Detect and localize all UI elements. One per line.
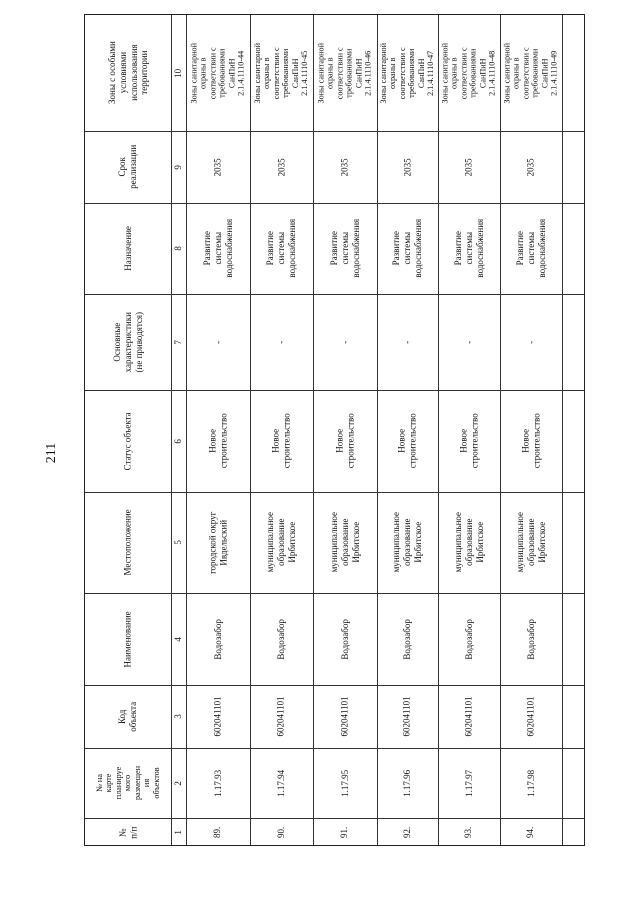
cell-status-text: Новое строительство: [520, 413, 541, 469]
cell-status-text: Новое строительство: [334, 413, 355, 469]
cell-status: [500, 390, 562, 492]
cell-location: [186, 492, 250, 593]
cell-characteristics: [313, 294, 377, 390]
cell-map-no: [500, 748, 562, 818]
header-cell-col1-text: № п/п: [117, 826, 138, 839]
header-cell-col3-text: Код объекта: [117, 701, 138, 732]
cell-name-text: Водозабор: [402, 618, 413, 660]
cell-name: [313, 593, 377, 685]
header-cell-col10: [85, 15, 171, 131]
cell-purpose: [313, 203, 377, 294]
header-cell-col7: [85, 294, 171, 390]
cell-code-text: 602041101: [525, 696, 536, 737]
header-cell-col2: [85, 748, 171, 818]
table-row-divider: [562, 15, 563, 845]
column-number-cell: [171, 818, 186, 847]
cell-zones-text: Зоны санитарной охраны в соответствии с требованиями СанПиН 2.1.4.1110-45: [253, 42, 310, 104]
column-number-cell: [171, 203, 186, 294]
column-number-cell-text: 9: [173, 164, 184, 170]
cell-num: [438, 818, 500, 847]
cell-code: [250, 685, 313, 748]
cell-name: [438, 593, 500, 685]
cell-location: [500, 492, 562, 593]
cell-num-text: 92.: [402, 826, 413, 839]
cell-status: [313, 390, 377, 492]
cell-map-no: [377, 748, 438, 818]
cell-purpose-text: Развитие системы водоснабжения: [391, 219, 423, 278]
cell-location-text: городской округ Ивдельский: [207, 511, 228, 574]
cell-name-text: Водозабор: [463, 618, 474, 660]
cell-zones: [377, 15, 438, 131]
cell-zones: [313, 15, 377, 131]
header-cell-col9-text: Срок реализации: [117, 145, 138, 189]
cell-map-no-text: 1.17.96: [402, 769, 413, 797]
cell-zones-text: Зоны санитарной охраны в соответствии с требованиями СанПиН 2.1.4.1110-44: [189, 42, 246, 104]
cell-characteristics-text: -: [276, 340, 287, 344]
cell-map-no: [438, 748, 500, 818]
header-cell-col8: [85, 203, 171, 294]
header-cell-col7-text: Основные характеристики (не приводятся): [111, 311, 144, 373]
column-number-cell: [171, 492, 186, 593]
cell-name-text: Водозабор: [525, 618, 536, 660]
column-number-cell-text: 3: [173, 714, 184, 719]
cell-num: [313, 818, 377, 847]
header-cell-col3: [85, 685, 171, 748]
cell-characteristics: [438, 294, 500, 390]
cell-characteristics: [500, 294, 562, 390]
cell-purpose-text: Развитие системы водоснабжения: [452, 219, 485, 278]
cell-map-no-text: 1.17.95: [339, 769, 350, 797]
cell-name: [250, 593, 313, 685]
cell-code-text: 602041101: [212, 696, 223, 737]
cell-location: [250, 492, 313, 593]
page-number: [39, 441, 65, 465]
cell-map-no: [250, 748, 313, 818]
cell-zones: [438, 15, 500, 131]
cell-name-text: Водозабор: [339, 618, 350, 660]
cell-name: [186, 593, 250, 685]
column-number-cell-text: 2: [173, 780, 184, 786]
cell-zones: [186, 15, 250, 131]
cell-term: [500, 131, 562, 203]
header-cell-col6-text: Статус объекта: [122, 411, 133, 471]
cell-num-text: 94.: [525, 826, 536, 839]
cell-location: [377, 492, 438, 593]
cell-purpose: [438, 203, 500, 294]
column-number-cell-text: 5: [173, 540, 184, 545]
cell-term-text: 2035: [276, 157, 287, 176]
cell-name-text: Водозабор: [212, 618, 223, 660]
column-number-cell-text: 6: [173, 438, 184, 444]
cell-location: [438, 492, 500, 593]
cell-code-text: 602041101: [339, 696, 350, 737]
cell-status: [438, 390, 500, 492]
header-cell-col4: [85, 593, 171, 685]
column-number-cell: [171, 390, 186, 492]
cell-characteristics: [186, 294, 250, 390]
cell-map-no: [186, 748, 250, 818]
header-cell-col9: [85, 131, 171, 203]
column-number-cell: [171, 593, 186, 685]
cell-purpose: [500, 203, 562, 294]
cell-status: [377, 390, 438, 492]
cell-purpose: [186, 203, 250, 294]
cell-code: [313, 685, 377, 748]
column-number-cell-text: 8: [173, 246, 184, 251]
cell-name: [500, 593, 562, 685]
cell-zones-text: Зоны санитарной охраны в соответствии с требованиями СанПиН 2.1.4.1110-47: [379, 42, 436, 104]
column-number-cell-text: 1: [173, 830, 184, 835]
column-number-cell-text: 7: [173, 339, 184, 345]
cell-map-no: [313, 748, 377, 818]
cell-term-text: 2035: [463, 157, 474, 176]
cell-location: [313, 492, 377, 593]
column-number-cell: [171, 685, 186, 748]
header-cell-col10-text: Зоны с особыми условиями использования территории: [106, 41, 149, 105]
cell-code: [377, 685, 438, 748]
cell-term-text: 2035: [402, 157, 413, 176]
column-number-cell: [171, 131, 186, 203]
cell-zones-text: Зоны санитарной охраны в соответствии с требованиями СанПиН 2.1.4.1110-49: [502, 42, 559, 104]
object-table: [84, 14, 585, 846]
cell-location-text: муниципальное образование Ирбитское: [452, 512, 485, 573]
cell-map-no-text: 1.17.98: [525, 769, 536, 797]
cell-term-text: 2035: [525, 157, 536, 176]
column-number-cell-text: 10: [173, 68, 184, 78]
cell-status-text: Новое строительство: [207, 413, 228, 469]
cell-term: [250, 131, 313, 203]
cell-term: [438, 131, 500, 203]
cell-code: [186, 685, 250, 748]
cell-purpose-text: Развитие системы водоснабжения: [265, 219, 297, 278]
cell-map-no-text: 1.17.93: [212, 769, 223, 797]
cell-num-text: 91.: [339, 826, 350, 839]
cell-purpose-text: Развитие системы водоснабжения: [201, 219, 234, 278]
cell-zones: [500, 15, 562, 131]
column-number-cell: [171, 748, 186, 818]
cell-location-text: муниципальное образование Ирбитское: [391, 512, 423, 573]
page-number-text: 211: [43, 442, 59, 464]
cell-status-text: Новое строительство: [458, 413, 479, 469]
header-cell-col8-text: Назначение: [122, 226, 133, 271]
cell-location-text: муниципальное образование Ирбитское: [265, 512, 297, 573]
cell-purpose: [377, 203, 438, 294]
cell-term-text: 2035: [212, 157, 223, 176]
cell-characteristics-text: -: [463, 340, 474, 344]
column-number-cell: [171, 294, 186, 390]
cell-name: [377, 593, 438, 685]
cell-characteristics: [250, 294, 313, 390]
cell-num: [500, 818, 562, 847]
cell-purpose: [250, 203, 313, 294]
header-cell-col5-text: Местоположение: [122, 509, 133, 576]
cell-zones-text: Зоны санитарной охраны в соответствии с требованиями СанПиН 2.1.4.1110-48: [440, 42, 497, 104]
cell-code-text: 602041101: [463, 696, 474, 737]
cell-status: [250, 390, 313, 492]
header-cell-col5: [85, 492, 171, 593]
cell-map-no-text: 1.17.97: [463, 769, 474, 797]
cell-characteristics-text: -: [402, 340, 413, 344]
header-cell-col6: [85, 390, 171, 492]
cell-location-text: муниципальное образование Ирбитское: [514, 512, 547, 573]
column-number-cell: [171, 15, 186, 131]
cell-term: [186, 131, 250, 203]
cell-zones: [250, 15, 313, 131]
cell-num: [250, 818, 313, 847]
cell-purpose-text: Развитие системы водоснабжения: [328, 219, 361, 278]
cell-num-text: 90.: [276, 826, 287, 839]
cell-num: [377, 818, 438, 847]
cell-term: [377, 131, 438, 203]
cell-num: [186, 818, 250, 847]
cell-code-text: 602041101: [402, 696, 413, 737]
cell-location-text: муниципальное образование Ирбитское: [328, 512, 361, 573]
cell-characteristics: [377, 294, 438, 390]
cell-num-text: 93.: [463, 826, 474, 839]
cell-num-text: 89.: [212, 826, 223, 839]
cell-code-text: 602041101: [276, 696, 287, 737]
header-cell-col4-text: Наименование: [122, 610, 133, 668]
cell-zones-text: Зоны санитарной охраны в соответствии с требованиями СанПиН 2.1.4.1110-46: [316, 42, 373, 104]
cell-term-text: 2035: [339, 157, 350, 176]
header-cell-col1: [85, 818, 171, 847]
cell-status-text: Новое строительство: [396, 413, 418, 469]
cell-purpose-text: Развитие системы водоснабжения: [514, 219, 547, 278]
header-cell-col2-text: № на карте планируе мого размещен ия объектов: [95, 766, 161, 800]
cell-characteristics-text: -: [525, 340, 536, 344]
column-number-cell-text: 4: [173, 636, 184, 642]
cell-term: [313, 131, 377, 203]
cell-name-text: Водозабор: [276, 618, 287, 660]
cell-code: [500, 685, 562, 748]
cell-status: [186, 390, 250, 492]
cell-map-no-text: 1.17.94: [276, 769, 287, 797]
cell-characteristics-text: -: [339, 340, 350, 344]
cell-status-text: Новое строительство: [270, 413, 292, 469]
cell-code: [438, 685, 500, 748]
cell-characteristics-text: -: [212, 340, 223, 344]
